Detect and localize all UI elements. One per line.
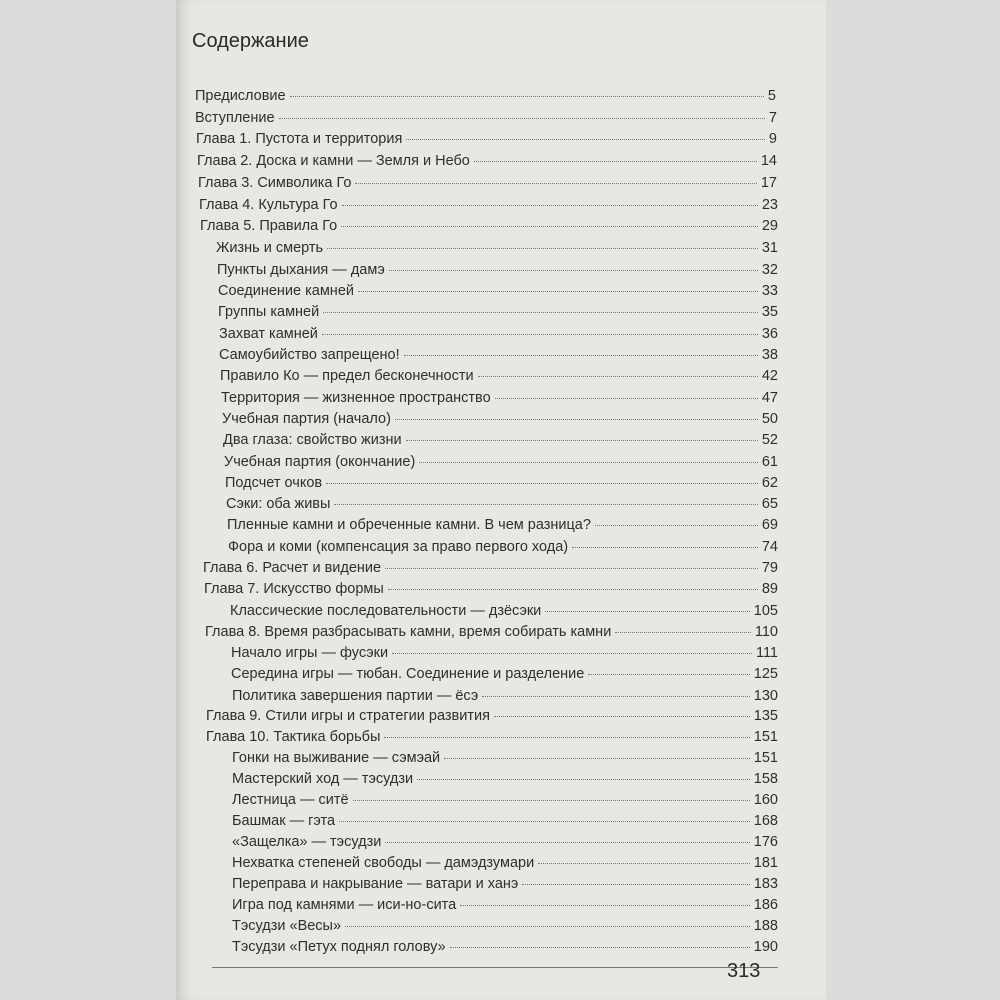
toc-entry-page: 79 [761,560,778,576]
page-number: 313 [727,960,761,982]
toc-entry-page: 110 [754,624,778,640]
toc-entry-title: Глава 8. Время разбрасывать камни, время собирать камни [205,624,612,640]
toc-entry [199,197,778,217]
toc-entry-title: Середина игры — тюбан. Соединение и разделение [231,666,585,682]
toc-entry-page: 31 [761,240,778,256]
toc-entry-title: Тэсудзи «Петух поднял голову» [232,939,446,955]
toc-entry [219,347,778,367]
toc-entry-title: Башмак — гэта [232,813,336,829]
toc-entry [232,939,778,959]
toc-entry-title: Глава 7. Искусство формы [204,581,384,597]
toc-entry [222,411,778,431]
toc-entry-page: 50 [761,411,778,427]
toc-entry-page: 23 [761,197,778,213]
toc-entry [206,729,778,749]
toc-entry [221,390,778,410]
toc-entry-page: 14 [760,153,777,169]
toc-leader [588,674,749,675]
toc-entry-page: 35 [761,304,778,320]
toc-entry-title: Игра под камнями — иси-но-сита [232,897,457,913]
toc-leader [384,737,749,738]
toc-leader [322,334,758,335]
toc-entry-page: 176 [753,834,778,850]
toc-entry [218,304,778,324]
toc-entry-title: Переправа и накрывание — ватари и ханэ [232,876,519,892]
toc-entry-title: Лестница — ситё [232,792,349,808]
toc-entry-page: 32 [761,262,778,278]
toc-entry-page: 74 [761,539,778,555]
toc-entry-title: Учебная партия (начало) [222,411,391,427]
toc-entry [204,581,778,601]
toc-leader [355,183,756,184]
toc-entry [231,666,778,686]
toc-entry [220,368,778,388]
toc-entry-page: 38 [761,347,778,363]
toc-entry [232,750,778,770]
toc-leader [339,821,750,822]
toc-entry [232,855,778,875]
toc-entry-page: 42 [761,368,778,384]
toc-leader [444,758,750,759]
toc-leader [358,291,758,292]
toc-entry [223,432,778,452]
toc-entry [197,153,777,173]
toc-entry-title: Мастерский ход — тэсудзи [232,771,414,787]
toc-entry-title: «Защелка» — тэсудзи [232,834,382,850]
toc-entry [200,218,778,238]
toc-entry [195,88,776,108]
toc-entry-title: Вступление [195,110,275,126]
toc-entry [198,175,777,195]
toc-leader [388,589,758,590]
toc-leader [572,547,758,548]
toc-entry [224,454,778,474]
toc-entry-title: Тэсудзи «Весы» [232,918,342,934]
toc-entry-page: 111 [755,645,778,661]
toc-entry-title: Глава 1. Пустота и территория [196,131,403,147]
toc-leader [389,270,758,271]
toc-entry-page: 5 [767,88,776,104]
toc-entry [232,771,778,791]
toc-entry-title: Пункты дыхания — дамэ [217,262,385,278]
toc-entry-page: 190 [753,939,778,955]
toc-entry [219,326,778,346]
toc-entry-page: 9 [768,131,777,147]
toc-entry [206,708,778,728]
toc-entry-page: 33 [761,283,778,299]
toc-leader [450,947,750,948]
toc-entry-page: 105 [753,603,778,619]
toc-entry [230,603,778,623]
toc-entry [231,645,778,665]
toc-entry-title: Территория — жизненное пространство [221,390,491,406]
toc-entry-title: Пленные камни и обреченные камни. В чем разница? [227,517,591,533]
toc-entry-page: 125 [753,666,778,682]
toc-entry-title: Захват камней [219,326,318,342]
toc-leader [385,842,749,843]
toc-entry-page: 158 [753,771,778,787]
toc-entry-title: Глава 6. Расчет и видение [203,560,382,576]
toc-entry-page: 151 [753,750,778,766]
toc-title: Содержание [192,30,309,52]
toc-leader [342,205,758,206]
toc-entry [232,876,778,896]
toc-leader [460,905,750,906]
toc-leader [290,96,764,97]
toc-entry-page: 186 [753,897,778,913]
toc-entry [227,517,778,537]
toc-entry-title: Политика завершения партии — ёсэ [232,688,479,704]
toc-entry-page: 61 [761,454,778,470]
toc-entry-page: 29 [761,218,778,234]
toc-leader [478,376,758,377]
toc-leader [395,419,758,420]
toc-entry-page: 130 [753,688,778,704]
toc-leader [495,398,758,399]
toc-entry-page: 188 [753,918,778,934]
toc-leader [482,696,750,697]
toc-leader [417,779,750,780]
toc-entry-title: Глава 3. Символика Го [198,175,352,191]
toc-entry [232,918,778,938]
toc-entry-page: 135 [753,708,778,724]
toc-entry [232,792,778,812]
toc-entry-page: 17 [760,175,777,191]
toc-entry [218,283,778,303]
toc-leader [404,355,758,356]
toc-leader [326,483,758,484]
toc-entry-title: Самоубийство запрещено! [219,347,400,363]
toc-leader [341,226,758,227]
toc-leader [323,312,758,313]
toc-leader [595,525,758,526]
toc-leader [615,632,751,633]
toc-leader [353,800,750,801]
toc-entry-title: Глава 10. Тактика борьбы [206,729,381,745]
toc-entry-page: 69 [761,517,778,533]
footer-rule [212,967,778,968]
toc-entry-title: Учебная партия (окончание) [224,454,416,470]
toc-entry-page: 65 [761,496,778,512]
toc-entry-title: Нехватка степеней свободы — дамэдзумари [232,855,535,871]
toc-entry-page: 168 [753,813,778,829]
toc-entry-title: Фора и коми (компенсация за право первого хода) [228,539,569,555]
toc-entry-title: Классические последовательности — дзёсэки [230,603,542,619]
toc-entry-title: Глава 4. Культура Го [199,197,338,213]
toc-leader [494,716,750,717]
toc-entry [232,688,778,708]
toc-entry-title: Правило Ко — предел бесконечности [220,368,474,384]
toc-entry [205,624,778,644]
toc-leader [474,161,757,162]
toc-leader [419,462,758,463]
toc-entry-page: 181 [753,855,778,871]
toc-entry [203,560,778,580]
toc-leader [522,884,749,885]
toc-entry-page: 89 [761,581,778,597]
toc-entry-title: Глава 2. Доска и камни — Земля и Небо [197,153,470,169]
toc-entry [228,539,778,559]
toc-entry-page: 151 [753,729,778,745]
toc-entry-page: 183 [753,876,778,892]
toc-entry-page: 7 [768,110,777,126]
toc-entry [195,110,777,130]
toc-leader [406,139,765,140]
toc-entry-title: Сэки: оба живы [226,496,331,512]
toc-entry [196,131,777,151]
toc-leader [334,504,757,505]
toc-leader [345,926,750,927]
toc-entry-title: Группы камней [218,304,320,320]
toc-leader [545,611,750,612]
toc-entry-title: Два глаза: свойство жизни [223,432,402,448]
toc-entry [232,813,778,833]
toc-entry-title: Соединение камней [218,283,354,299]
toc-entry [226,496,778,516]
toc-entry-page: 160 [753,792,778,808]
toc-entry-title: Глава 9. Стили игры и стратегии развития [206,708,490,724]
toc-entry [217,262,778,282]
toc-entry-title: Жизнь и смерть [216,240,324,256]
toc-leader [406,440,758,441]
toc-entry [232,834,778,854]
toc-entry [225,475,778,495]
toc-entry-page: 36 [761,326,778,342]
toc-leader [327,248,758,249]
toc-entry-title: Предисловие [195,88,286,104]
toc-entry [232,897,778,917]
toc-entry-page: 47 [761,390,778,406]
toc-entry-title: Подсчет очков [225,475,323,491]
toc-entry-title: Глава 5. Правила Го [200,218,338,234]
toc-leader [538,863,750,864]
toc-entry-title: Гонки на выживание — сэмэай [232,750,441,766]
toc-entry [216,240,778,260]
toc-entry-page: 52 [761,432,778,448]
toc-leader [279,118,765,119]
toc-entry-page: 62 [761,475,778,491]
toc-leader [385,568,758,569]
toc-leader [392,653,752,654]
toc-entry-title: Начало игры — фусэки [231,645,389,661]
